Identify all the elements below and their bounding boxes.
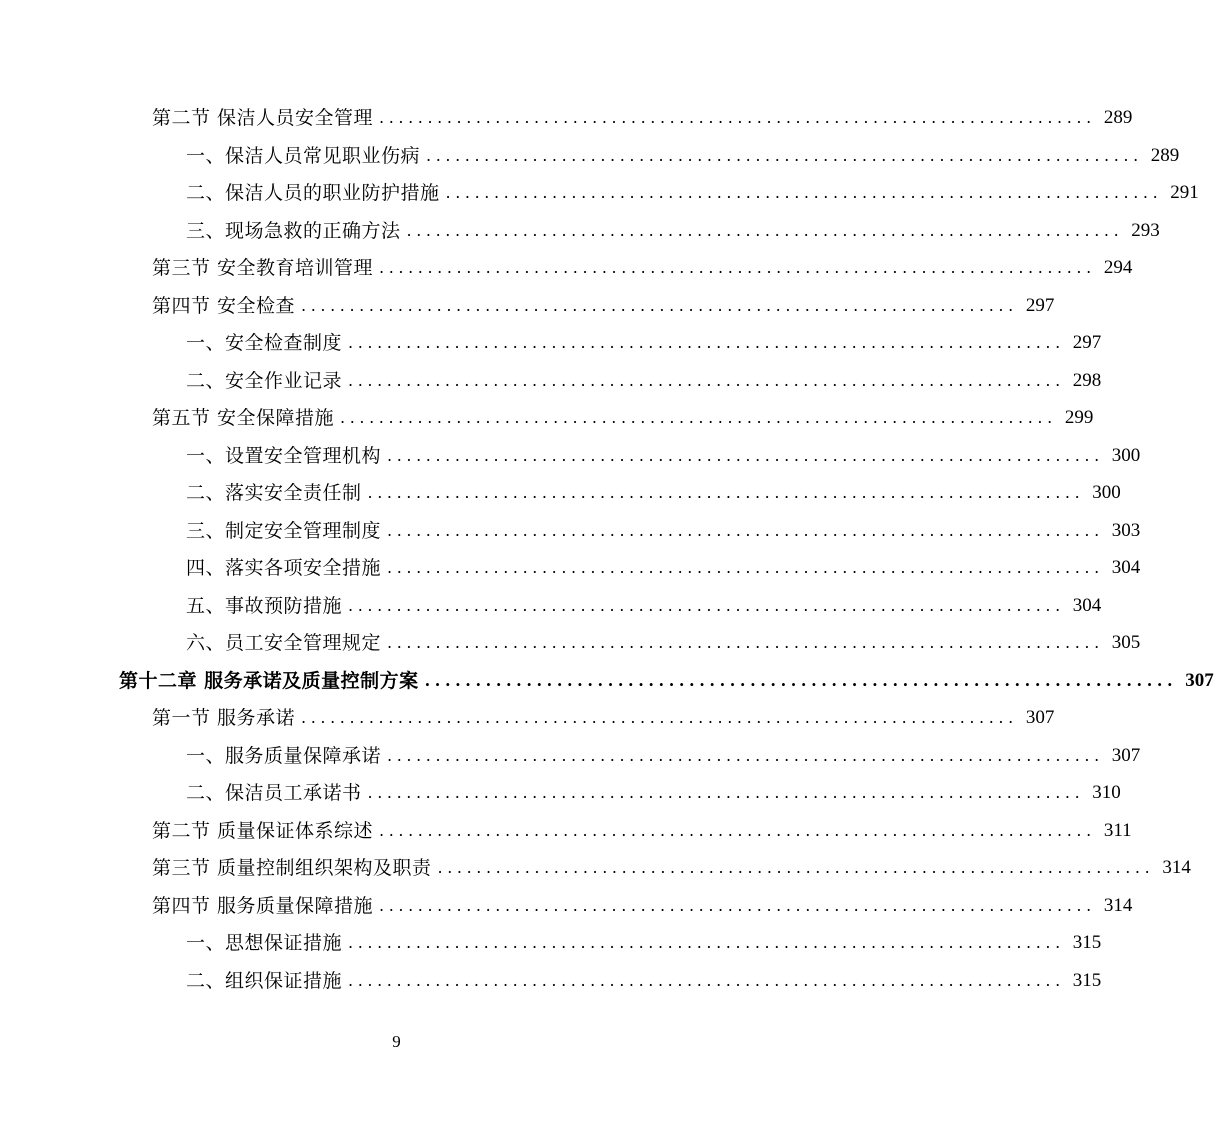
- toc-entry-label: 第四节 服务质量保障措施: [152, 894, 374, 917]
- toc-leader-dots: ..........................................................................: [348, 970, 1065, 990]
- toc-entry-page: 291: [1170, 182, 1199, 203]
- toc-entry-page: 303: [1111, 519, 1141, 541]
- toc-leader-dots: ..........................................................................: [379, 108, 1096, 127]
- toc-entry-label: 一、设置安全管理机构: [186, 444, 382, 467]
- toc-entry-page: 297: [1025, 294, 1055, 316]
- toc-entry-page: 304: [1072, 594, 1102, 616]
- toc-leader-dots: ..........................................................................: [406, 220, 1124, 240]
- toc-entry[interactable]: [152, 850, 1191, 886]
- toc-leader-dots: ..........................................................................: [445, 183, 1163, 202]
- toc-entry-page: 298: [1072, 369, 1102, 391]
- toc-entry-label: 二、保洁人员的职业防护措施: [186, 182, 440, 204]
- toc-leader-dots: ..........................................................................: [340, 408, 1057, 427]
- toc-entry-label: 第三节 质量控制组织架构及职责: [152, 857, 432, 879]
- toc-leader-dots: ..........................................................................: [348, 370, 1065, 390]
- toc-leader-dots: ..........................................................................: [424, 670, 1178, 690]
- toc-leader-dots: ..........................................................................: [301, 708, 1018, 727]
- toc-entry[interactable]: [186, 213, 1160, 249]
- toc-entry-page: 315: [1072, 932, 1102, 953]
- toc-leader-dots: ..........................................................................: [348, 595, 1065, 615]
- toc-entry-label: 五、事故预防措施: [186, 594, 343, 617]
- toc-entry-label: 二、组织保证措施: [186, 969, 343, 992]
- toc-entry-label: 一、安全检查制度: [186, 332, 343, 354]
- toc-leader-dots: ..........................................................................: [348, 333, 1065, 352]
- toc-entry-page: 314: [1162, 857, 1191, 878]
- toc-entry-label: 一、保洁人员常见职业伤病: [186, 144, 421, 167]
- toc-entry-page: 307: [1185, 669, 1214, 691]
- toc-entry[interactable]: [186, 363, 1102, 399]
- toc-entry[interactable]: [152, 250, 1133, 286]
- toc-entry-label: 二、保洁员工承诺书: [186, 782, 362, 804]
- toc-entry[interactable]: [186, 925, 1102, 961]
- toc-entry[interactable]: [152, 100, 1133, 136]
- toc-leader-dots: ..........................................................................: [379, 258, 1096, 277]
- toc-entry-label: 第二节 质量保证体系综述: [152, 819, 374, 842]
- toc-entry[interactable]: [186, 513, 1141, 549]
- toc-entry[interactable]: [152, 400, 1094, 436]
- toc-entry-page: 294: [1103, 257, 1133, 278]
- toc-entry[interactable]: [186, 963, 1102, 999]
- toc-entry[interactable]: [186, 738, 1141, 774]
- toc-entry-label: 第二节 保洁人员安全管理: [152, 107, 374, 129]
- toc-entry[interactable]: [186, 438, 1141, 474]
- toc-entry-page: 299: [1064, 407, 1094, 428]
- toc-leader-dots: ..........................................................................: [301, 295, 1018, 315]
- toc-leader-dots: ..........................................................................: [348, 933, 1065, 952]
- toc-entry[interactable]: [186, 138, 1180, 174]
- toc-entry-page: 307: [1025, 707, 1055, 728]
- toc-entry-label: 三、现场急救的正确方法: [186, 219, 401, 242]
- toc-entry-page: 304: [1111, 557, 1141, 578]
- toc-leader-dots: ..........................................................................: [387, 633, 1104, 652]
- toc-leader-dots: ..........................................................................: [367, 483, 1085, 502]
- toc-entry[interactable]: [152, 888, 1133, 924]
- toc-leader-dots: ..........................................................................: [367, 783, 1085, 802]
- toc-entry-label: 四、落实各项安全措施: [186, 557, 382, 579]
- toc-entry[interactable]: [152, 288, 1055, 324]
- toc-leader-dots: ..........................................................................: [387, 520, 1104, 540]
- toc-leader-dots: ..........................................................................: [387, 558, 1104, 577]
- toc-entry-label: 第五节 安全保障措施: [152, 407, 335, 429]
- toc-leader-dots: ..........................................................................: [387, 445, 1104, 465]
- toc-entry-label: 二、落实安全责任制: [186, 482, 362, 504]
- toc-entry-page: 289: [1150, 144, 1180, 166]
- toc-entry-page: 315: [1072, 969, 1102, 991]
- toc-entry-label: 一、服务质量保障承诺: [186, 744, 382, 767]
- toc-entry-page: 311: [1103, 819, 1132, 841]
- toc-entry-label: 第十二章 服务承诺及质量控制方案: [119, 669, 419, 692]
- toc-entry-page: 300: [1111, 444, 1141, 466]
- toc-entry[interactable]: [152, 700, 1055, 736]
- toc-entry[interactable]: [186, 625, 1141, 661]
- toc-entry-page: 297: [1072, 332, 1102, 353]
- toc-entry-page: 310: [1092, 782, 1121, 803]
- toc-entry[interactable]: [186, 550, 1141, 586]
- toc-entry-label: 第一节 服务承诺: [152, 707, 296, 729]
- toc-entry-page: 293: [1131, 219, 1160, 241]
- toc-leader-dots: ..........................................................................: [437, 858, 1155, 877]
- toc-entry-label: 三、制定安全管理制度: [186, 519, 382, 542]
- toc-entry-label: 六、员工安全管理规定: [186, 632, 382, 654]
- toc-leader-dots: ..........................................................................: [387, 745, 1104, 765]
- toc-entry-page: 307: [1111, 744, 1141, 766]
- toc-entry[interactable]: [186, 588, 1102, 624]
- toc-chapter-entry[interactable]: [119, 663, 1214, 699]
- toc-leader-dots: ..........................................................................: [426, 145, 1143, 165]
- toc-leader-dots: ..........................................................................: [379, 820, 1096, 840]
- toc-entry-page: 305: [1111, 632, 1141, 653]
- toc-entry[interactable]: [186, 175, 1199, 211]
- toc-entry-label: 一、思想保证措施: [186, 932, 343, 954]
- toc-entry-page: 314: [1103, 894, 1133, 916]
- toc-entry-label: 第三节 安全教育培训管理: [152, 257, 374, 279]
- toc-entry-label: 第四节 安全检查: [152, 294, 296, 317]
- toc-entry[interactable]: [186, 325, 1102, 361]
- page-number: 9: [392, 1032, 401, 1051]
- toc-entry[interactable]: [186, 775, 1121, 811]
- toc-leader-dots: ..........................................................................: [379, 895, 1096, 915]
- toc-entry-page: 300: [1092, 482, 1121, 503]
- toc-entry-page: 289: [1103, 107, 1133, 128]
- toc-entry[interactable]: [152, 813, 1132, 849]
- toc-entry[interactable]: [186, 475, 1121, 511]
- toc-entry-label: 二、安全作业记录: [186, 369, 343, 392]
